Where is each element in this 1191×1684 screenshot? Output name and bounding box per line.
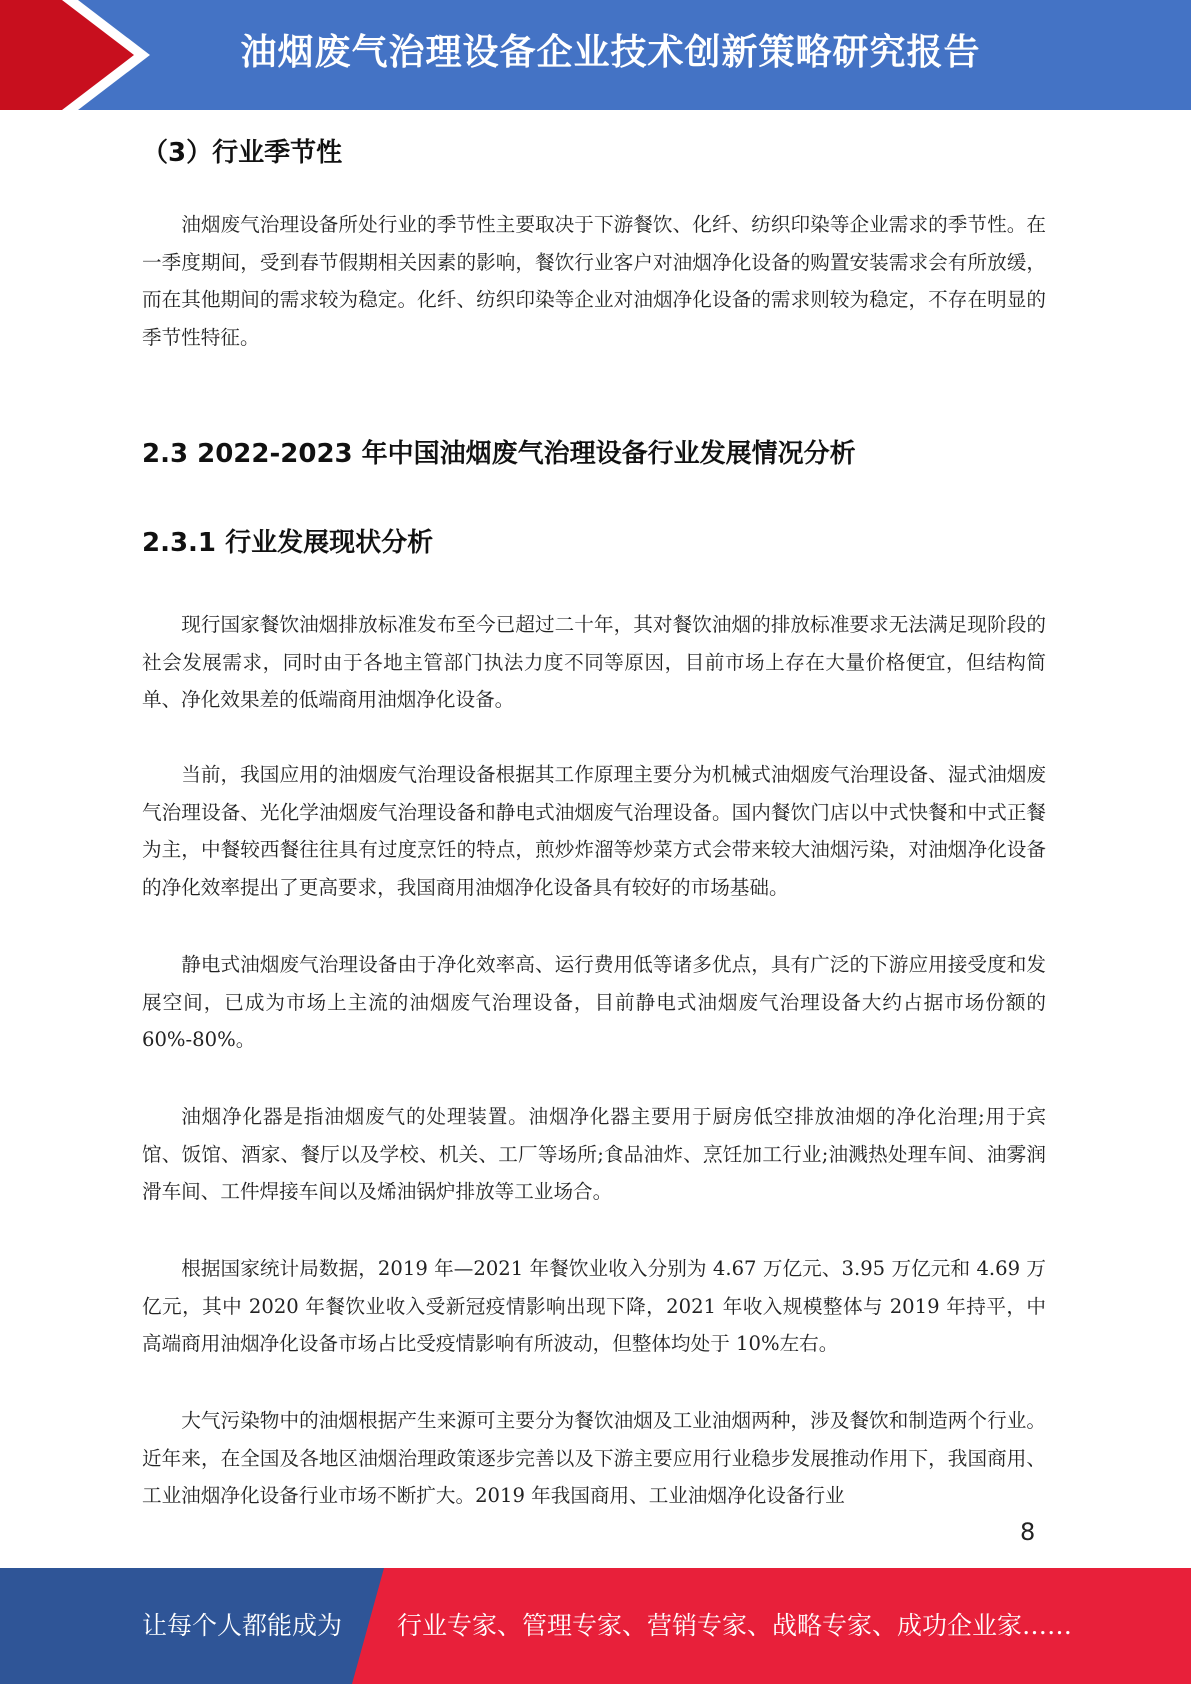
paragraph-purifier-definition: 油烟净化器是指油烟废气的处理装置。油烟净化器主要用于厨房低空排放油烟的净化治理;用于宾馆、饭馆、酒家、餐厅以及学校、机关、工厂等场所;食品油炸、烹饪加工行业;油溅热处理车间、油雾润滑车间、工件焊接车间以及烯油锅炉排放等工业场合。 xyxy=(142,1105,1046,1203)
paragraph-standards: 现行国家餐饮油烟排放标准发布至今已超过二十年，其对餐饮油烟的排放标准要求无法满足现阶段的社会发展需求，同时由于各地主管部门执法力度不同等原因，目前市场上存在大量价格便宜，但结构简单、净化效果差的低端商用油烟净化设备。 xyxy=(142,613,1046,711)
section-2-3-1-heading: 2.3.1 行业发展现状分析 xyxy=(142,528,434,558)
seasonality-heading: （3）行业季节性 xyxy=(142,138,343,168)
header-banner xyxy=(0,0,1191,110)
footer-banner xyxy=(0,1568,1191,1684)
page-number: 8 xyxy=(1020,1518,1036,1546)
paragraph-statistics: 根据国家统计局数据，2019 年—2021 年餐饮业收入分别为 4.67 万亿元、3.95 万亿元和 4.69 万亿元，其中 2020 年餐饮业收入受新冠疫情影响出现下降，2021 年收入规模整体与 2019 年持平，中高端商用油烟净化设备市场占比受疫情影响有所波动，但整体均处于 10%左右。 xyxy=(142,1257,1046,1355)
footer-slogan-right: 行业专家、管理专家、营销专家、战略专家、成功企业家…… xyxy=(397,1611,1073,1640)
paragraph-device-types: 当前，我国应用的油烟废气治理设备根据其工作原理主要分为机械式油烟废气治理设备、湿式油烟废气治理设备、光化学油烟废气治理设备和静电式油烟废气治理设备。国内餐饮门店以中式快餐和中式正餐为主，中餐较西餐往往具有过度烹饪的特点，煎炒炸溜等炒菜方式会带来较大油烟污染，对油烟净化设备的净化效率提出了更高要求，我国商用油烟净化设备具有较好的市场基础。 xyxy=(142,763,1046,899)
paragraph-electrostatic: 静电式油烟废气治理设备由于净化效率高、运行费用低等诸多优点，具有广泛的下游应用接受度和发展空间，已成为市场上主流的油烟废气治理设备，目前静电式油烟废气治理设备大约占据市场份额的 60%-80%。 xyxy=(142,953,1046,1051)
footer-slogan-left: 让每个人都能成为 xyxy=(142,1611,343,1640)
paragraph-market-growth: 大气污染物中的油烟根据产生来源可主要分为餐饮油烟及工业油烟两种，涉及餐饮和制造两个行业。近年来，在全国及各地区油烟治理政策逐步完善以及下游主要应用行业稳步发展推动作用下，我国商用、工业油烟净化设备行业市场不断扩大。2019 年我国商用、工业油烟净化设备行业 xyxy=(142,1409,1046,1507)
seasonality-paragraph: 油烟废气治理设备所处行业的季节性主要取决于下游餐饮、化纤、纺织印染等企业需求的季节性。在一季度期间，受到春节假期相关因素的影响，餐饮行业客户对油烟净化设备的购置安装需求会有所放缓，而在其他期间的需求较为稳定。化纤、纺织印染等企业对油烟净化设备的需求则较为稳定，不存在明显的季节性特征。 xyxy=(142,213,1046,349)
report-title: 油烟废气治理设备企业技术创新策略研究报告 xyxy=(240,32,981,73)
section-2-3-heading: 2.3 2022-2023 年中国油烟废气治理设备行业发展情况分析 xyxy=(142,439,856,469)
